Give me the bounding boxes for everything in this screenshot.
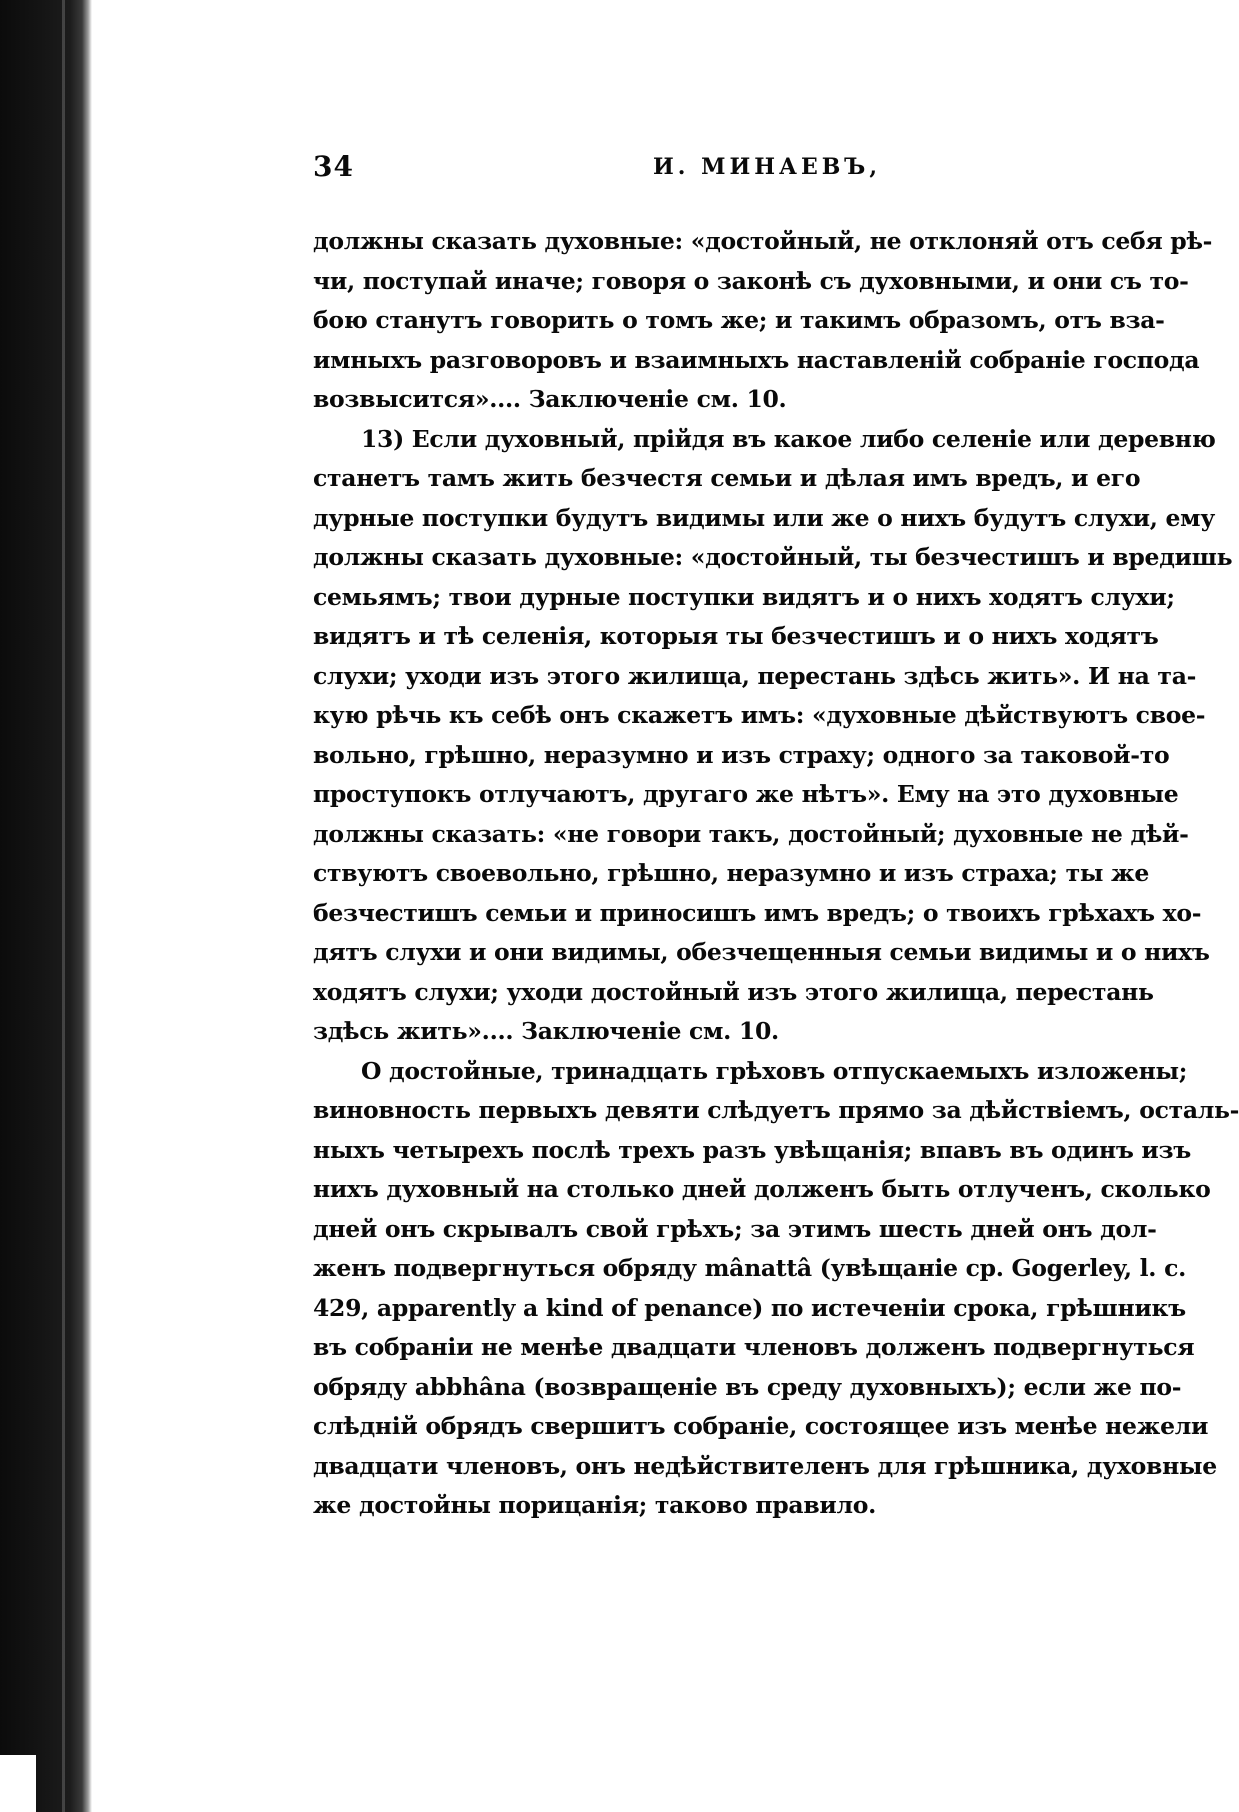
text-line: слухи; уходи изъ этого жилища, перестань здѣсь жить». И на та-: [313, 661, 1197, 690]
binding-notch: [0, 1755, 36, 1812]
text-line: должны сказать духовные: «достойный, ты безчестишъ и вредишь: [313, 543, 1233, 571]
text-line: станетъ тамъ жить безчестя семьи и дѣлая имъ вредъ, и его: [313, 464, 1141, 492]
text-line: нихъ духовный на столько дней долженъ быть отлученъ, сколько: [313, 1175, 1211, 1203]
text-line: безчестишъ семьи и приносишъ имъ вредъ; о твоихъ грѣхахъ хо-: [313, 898, 1202, 927]
page-header: [313, 150, 1128, 194]
text-line: дней онъ скрывалъ свой грѣхъ; за этимъ шесть дней онъ дол-: [313, 1214, 1157, 1243]
text-line: проступокъ отлучаютъ, другаго же нѣтъ». Ему на это духовные: [313, 780, 1179, 808]
text-line: ствуютъ своевольно, грѣшно, неразумно и изъ страха; ты же: [313, 859, 1150, 887]
running-head: И. МИНАЕВЪ,: [653, 154, 882, 180]
text-line: слѣдній обрядъ свершитъ собраніе, состоящее изъ менѣе нежели: [313, 1412, 1209, 1440]
text-line: двадцати членовъ, онъ недѣйствителенъ для грѣшника, духовные: [313, 1451, 1217, 1480]
text-line: здѣсь жить».... Заключеніе см. 10.: [313, 1017, 779, 1045]
text-line: должны сказать духовные: «достойный, не отклоняй отъ себя рѣ-: [313, 227, 1213, 255]
text-line: чи, поступай иначе; говоря о законѣ съ духовными, и они съ то-: [313, 266, 1189, 295]
text-line: обряду abbhâna (возвращеніе въ среду духовныхъ); если же по-: [313, 1372, 1182, 1401]
text-line: вольно, грѣшно, неразумно и изъ страху; одного за таковой-то: [313, 740, 1170, 769]
text-line: же достойны порицанія; таково правило.: [313, 1491, 877, 1519]
book-binding-shadow: [0, 0, 92, 1812]
text-line: въ собраніи не менѣе двадцати членовъ долженъ подвергнуться: [313, 1333, 1195, 1361]
text-line: имныхъ разговоровъ и взаимныхъ наставленій собраніе господа: [313, 345, 1200, 374]
text-line: женъ подвергнуться обряду mânattâ (увѣщаніе ср. Gogerley, l. c.: [313, 1254, 1186, 1282]
body-text: [313, 222, 1239, 1526]
binding-edge-highlight: [62, 0, 65, 1812]
text-line: дятъ слухи и они видимы, обезчещенныя семьи видимы и о нихъ: [313, 938, 1210, 966]
text-line: О достойные, тринадцать грѣховъ отпускаемыхъ изложены;: [361, 1056, 1188, 1085]
text-line: возвысится».... Заключеніе см. 10.: [313, 385, 787, 413]
text-line: 429, apparently a kind of penance) по истеченіи срока, грѣшникъ: [313, 1293, 1186, 1322]
text-line: ходятъ слухи; уходи достойный изъ этого жилища, перестань: [313, 977, 1154, 1006]
text-line: кую рѣчь къ себѣ онъ скажетъ имъ: «духовные дѣйствуютъ свое-: [313, 701, 1206, 729]
page-number: 34: [313, 150, 354, 183]
text-line: видятъ и тѣ селенія, которыя ты безчестишъ и о нихъ ходятъ: [313, 622, 1159, 650]
text-line: ныхъ четырехъ послѣ трехъ разъ увѣщанія; впавъ въ одинъ изъ: [313, 1135, 1191, 1164]
text-line: виновность первыхъ девяти слѣдуетъ прямо за дѣйствіемъ, осталь-: [313, 1096, 1239, 1124]
text-line: дурные поступки будутъ видимы или же о нихъ будутъ слухи, ему: [313, 503, 1215, 532]
text-line: 13) Если духовный, прійдя въ какое либо селеніе или деревню: [361, 424, 1216, 453]
text-line: семьямъ; твои дурные поступки видятъ и о нихъ ходятъ слухи;: [313, 582, 1175, 611]
text-line: бою станутъ говорить о томъ же; и такимъ образомъ, отъ вза-: [313, 306, 1165, 334]
text-line: должны сказать: «не говори такъ, достойный; духовные не дѣй-: [313, 819, 1189, 848]
